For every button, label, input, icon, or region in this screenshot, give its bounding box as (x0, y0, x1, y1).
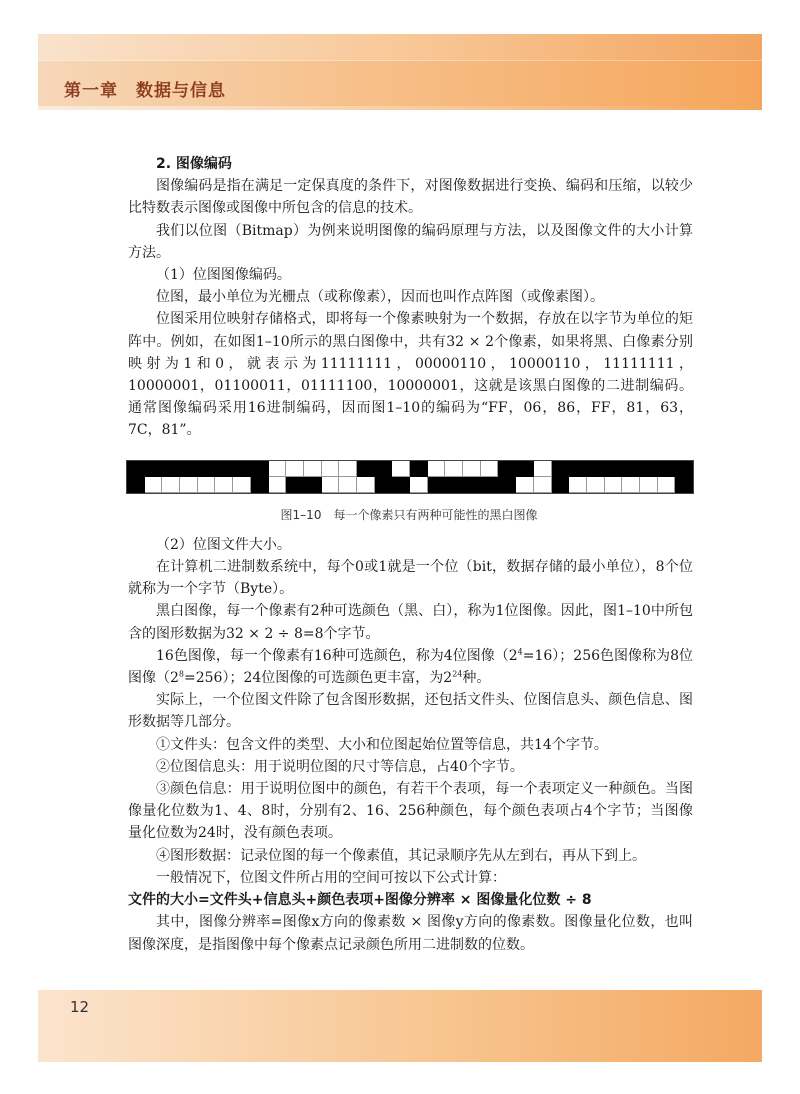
superscript: 24 (452, 669, 463, 679)
superscript: 8 (178, 669, 185, 679)
bitmap-pixel (375, 461, 393, 477)
bitmap-pixel (516, 461, 534, 477)
bitmap-pixel (127, 461, 145, 477)
bitmap-grid (126, 460, 694, 494)
bitmap-pixel (552, 477, 570, 493)
paragraph: 位图采用位映射存储格式，即将每一个像素映射为一个数据，存放在以字节为单位的矩阵中。例如，在如图1–10所示的黑白图像中，共有32 × 2个像素，如果将黑、白像素分别映射为1和0，就表示为11111111，00000110，10000110，11111111，10000001，01100011，01111100，10000001，这就是该黑白图像的二进制编码。通常图像编码采用16进制编码，因而图1–10的编码为“FF，06，86，FF，81，63，7C，81”。 (128, 311, 693, 439)
bitmap-pixel (534, 461, 552, 477)
page-content (128, 153, 693, 956)
bitmap-pixel (569, 477, 587, 493)
bitmap-pixel (516, 477, 534, 493)
paragraph: ②位图信息头：用于说明位图的尺寸等信息，占40个字节。 (156, 758, 524, 775)
bitmap-pixel (463, 477, 481, 493)
paragraph: 位图，最小单位为光栅点（或称像素），因而也叫作点阵图（或像素图）。 (156, 289, 604, 306)
bitmap-pixel (162, 477, 180, 493)
bitmap-pixel (587, 461, 605, 477)
figure-caption: 图1–10 每一个像素只有两种可能性的黑白图像 (280, 507, 538, 522)
paragraph: ①文件头：包含文件的类型、大小和位图起始位置等信息，共14个字节。 (156, 736, 608, 753)
paragraph: 我们以位图（Bitmap）为例来说明图像的编码原理与方法，以及图像文件的大小计算方法。 (128, 222, 693, 261)
paragraph: （2）位图文件大小。 (156, 536, 291, 553)
bitmap-pixel (304, 461, 322, 477)
text-run: 种。 (462, 670, 491, 687)
bitmap-pixel (622, 477, 640, 493)
bitmap-pixel (233, 477, 251, 493)
text-run: 16色图像，每一个像素有16种可选颜色，称为4位图像（2 (156, 647, 518, 664)
bitmap-pixel (322, 461, 340, 477)
paragraph: 图像编码是指在满足一定保真度的条件下，对图像数据进行变换、编码和压缩，以较少比特数表示图像或图像中所包含的信息的技术。 (128, 178, 693, 217)
bitmap-pixel (481, 477, 499, 493)
bitmap-pixel (286, 461, 304, 477)
bitmap-pixel (534, 477, 552, 493)
bitmap-pixel (357, 461, 375, 477)
bitmap-pixel (357, 477, 375, 493)
bitmap-pixel (251, 477, 269, 493)
bitmap-pixel (428, 461, 446, 477)
bitmap-pixel (445, 461, 463, 477)
paragraph: （1）位图图像编码。 (156, 267, 291, 284)
bitmap-pixel (552, 461, 570, 477)
bitmap-pixel (640, 477, 658, 493)
bitmap-pixel (675, 477, 693, 493)
bitmap-pixel (392, 461, 410, 477)
paragraph (128, 645, 693, 689)
bitmap-pixel (605, 461, 623, 477)
bitmap-pixel (481, 461, 499, 477)
bitmap-pixel (251, 461, 269, 477)
page-number: 12 (70, 998, 90, 1016)
bitmap-pixel (145, 461, 163, 477)
bitmap-pixel (410, 477, 428, 493)
bitmap-pixel (569, 461, 587, 477)
paragraph: 其中，图像分辨率=图像x方向的像素数 × 图像y方向的像素数。图像量化位数，也叫图像深度，是指图像中每个像素点记录颜色所用二进制数的位数。 (128, 914, 693, 953)
figure-bitmap (126, 460, 692, 526)
bitmap-pixel (498, 461, 516, 477)
bitmap-pixel (198, 477, 216, 493)
bitmap-pixel (463, 461, 481, 477)
bitmap-pixel (428, 477, 446, 493)
footer-band (38, 990, 762, 1062)
bitmap-pixel (162, 461, 180, 477)
bitmap-pixel (269, 477, 287, 493)
chapter-title: 第一章 数据与信息 (64, 81, 226, 101)
text-run: =256）；24位图像的可选颜色更丰富，为2 (184, 670, 453, 687)
formula: 文件的大小=文件头+信息头+颜色表项+图像分辨率 × 图像量化位数 ÷ 8 (128, 892, 592, 909)
bitmap-pixel (587, 477, 605, 493)
bitmap-pixel (180, 461, 198, 477)
bitmap-pixel (215, 477, 233, 493)
bitmap-pixel (198, 461, 216, 477)
bitmap-pixel (322, 477, 340, 493)
paragraph: ④图形数据：记录位图的每一个像素值，其记录顺序先从左到右，再从下到上。 (156, 847, 646, 864)
bitmap-pixel (675, 461, 693, 477)
bitmap-pixel (286, 477, 304, 493)
paragraph: 实际上，一个位图文件除了包含图形数据，还包括文件头、位图信息头、颜色信息、图形数据等几部分。 (128, 692, 693, 731)
bitmap-pixel (127, 477, 145, 493)
bitmap-pixel (269, 461, 287, 477)
bitmap-pixel (180, 477, 198, 493)
bitmap-pixel (410, 461, 428, 477)
bitmap-pixel (658, 461, 676, 477)
paragraph: 黑白图像，每一个像素有2种可选颜色（黑、白），称为1位图像。因此，图1–10中所包含的图形数据为32 × 2 ÷ 8=8个字节。 (128, 603, 693, 642)
bitmap-pixel (339, 477, 357, 493)
text-run: =16）；256色图像称为8位图像（2 (128, 647, 693, 687)
bitmap-pixel (605, 477, 623, 493)
paragraph: 在计算机二进制数系统中，每个0或1就是一个位（bit，数据存储的最小单位），8个位就称为一个字节（Byte）。 (128, 559, 693, 598)
section-title: 2. 图像编码 (156, 156, 232, 172)
bitmap-pixel (498, 477, 516, 493)
bitmap-pixel (375, 477, 393, 493)
bitmap-pixel (339, 461, 357, 477)
superscript: 4 (517, 647, 523, 657)
bitmap-pixel (215, 461, 233, 477)
bitmap-pixel (445, 477, 463, 493)
bitmap-pixel (304, 477, 322, 493)
bitmap-pixel (233, 461, 251, 477)
paragraph: ③颜色信息：用于说明位图中的颜色，有若干个表项，每一个表项定义一种颜色。当图像量化位数为1、4、8时，分别有2、16、256种颜色，每个颜色表项占4个字节；当图像量化位数为24时，没有颜色表项。 (128, 781, 693, 842)
bitmap-pixel (392, 477, 410, 493)
bitmap-pixel (145, 477, 163, 493)
bitmap-pixel (658, 477, 676, 493)
paragraph: 一般情况下，位图文件所占用的空间可按以下公式计算： (156, 869, 506, 886)
bitmap-pixel (640, 461, 658, 477)
bitmap-pixel (622, 461, 640, 477)
